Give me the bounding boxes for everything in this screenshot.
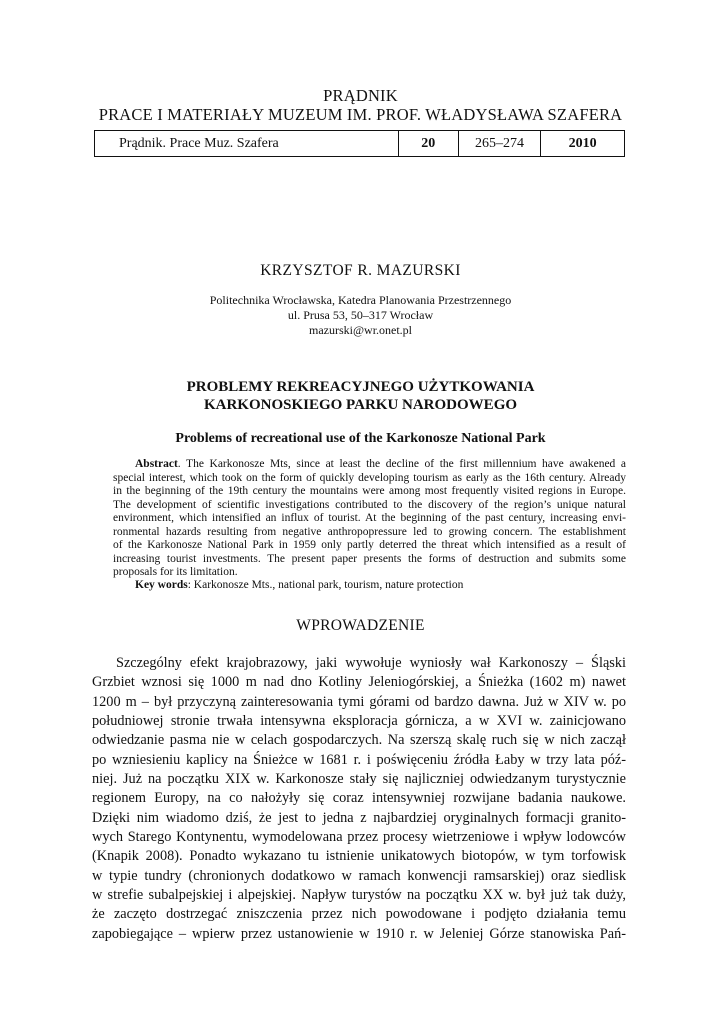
body-line: Szczególny efekt krajobrazowy, jaki wywołuje wyniosły wał Karkonoszy – Śląski	[116, 655, 626, 671]
body-line: w typie tundry (chronionych dodatkowo w ramach konwencji ramsarskiej) oraz siedlisk	[92, 867, 626, 884]
body-text	[92, 654, 626, 944]
body-line: niej. Już na początku XIX w. Karkonosze stały się najliczniej odwiedzanym turystycznie	[92, 770, 626, 787]
keywords-label: Key words	[135, 579, 188, 591]
body-line: zapobiegające – wpierw przez ustanowienie w 1910 r. w Jeleniej Górze stanowiska Pań-	[92, 925, 626, 942]
abstract-line: proposals for its limitation.	[113, 566, 238, 578]
body-line: wych Starego Kontynentu, wymodelowana przez procesy wietrzeniowe i wpływ lodowców	[92, 828, 626, 845]
abstract-line: increasing tourist investments. The present paper presents the forms of destruction and submits some	[113, 552, 626, 565]
body-line: regionem Europy, na co nałożyły się coraz intensywniej rozwijane badania naukowe.	[92, 790, 626, 807]
abstract-line: of the Karkonosze National Park in 1959 only partly deterred the threat which intensified as a result of	[113, 539, 626, 551]
body-line: odwiedzanie pasma nie w celach gospodarczych. Na szerszą skalę ruch się w nich zaczął	[92, 732, 626, 749]
affiliation-email: mazurski@wr.onet.pl	[308, 323, 413, 337]
abstract-label: Abstract	[135, 458, 178, 470]
abstract-line: environment, which intensified an influx of tourist. At the beginning of the past century, increasing envi-	[113, 512, 626, 524]
body-line: Dzięki nim wiadomo dziś, że jest to jedna z najbardziej oryginalnych formacji granito-	[92, 809, 626, 826]
section-heading: WPROWADZENIE	[296, 617, 425, 634]
abstract-line: special interest, which took on the form of quickly developing tourism as early as the 16th century. Already	[113, 471, 626, 484]
abstract-text: . The Karkonosze Mts, since at least the decline of the first millennium have awakened a	[177, 458, 626, 470]
citation-box	[94, 130, 625, 157]
body-line: (Knapik 2008). Ponadto wykazano tu istnienie unikatowych biotopów, w tym torfowisk	[92, 848, 626, 865]
journal-subtitle: PRACE I MATERIAŁY MUZEUM IM. PROF. WŁADYSŁAWA SZAFERA	[98, 105, 623, 124]
article-title-en: Problems of recreational use of the Karkonosze National Park	[175, 431, 546, 446]
affiliation-institution: Politechnika Wrocławska, Katedra Planowania Przestrzennego	[209, 293, 512, 307]
citation-pages: 265–274	[458, 131, 541, 156]
body-line: że zaczęto dostrzegać zniszczenia przez nich powodowane i podjęto działania temu	[92, 906, 626, 923]
abstract-line: The development of scientific investigations contributed to the discovery of the region’s unique natural	[113, 498, 626, 511]
abstract-line: ronmental hazards resulting from negative anthropopressure led to growing concern. The establishment	[113, 525, 626, 538]
keywords	[135, 579, 463, 591]
affiliation-address: ul. Prusa 53, 50–317 Wrocław	[287, 308, 434, 322]
journal-title: PRĄDNIK	[323, 86, 398, 105]
citation-volume: 20	[398, 131, 458, 156]
abstract-line	[113, 458, 626, 472]
abstract	[113, 458, 626, 580]
citation-year: 2010	[540, 131, 624, 156]
keywords-text: : Karkonosze Mts., national park, tourism, nature protection	[187, 579, 464, 591]
body-line: w strefie subalpejskiej i alpejskiej. Napływ turystów na początku XX w. był już tak duży,	[92, 886, 626, 903]
article-title-pl-line: KARKONOSKIEGO PARKU NARODOWEGO	[203, 397, 518, 413]
body-line: południowej stronie trwała intensywna eksploracja górnicza, a w XVI w. zainicjowano	[92, 712, 626, 729]
author-name: KRZYSZTOF R. MAZURSKI	[260, 262, 461, 279]
body-line: Grzbiet wznosi się 1000 m nad dno Kotliny Jeleniogórskiej, a Śnieżka (1602 m) nawet	[92, 674, 626, 691]
article-title-pl-line: PROBLEMY REKREACYJNEGO UŻYTKOWANIA	[186, 379, 535, 395]
abstract-line: in the beginning of the 19th century the mountains were among most frequently visited regions in Europe.	[113, 485, 626, 497]
body-line: 1200 m – był przyczyną zainteresowania tymi górami od bardzo dawna. Już w XIV w. po	[92, 693, 626, 710]
body-line: po wzniesieniu kaplicy na Śnieżce w 1681 r. i poświęceniu źródła Łaby w trzy lata póź-	[92, 751, 626, 768]
citation-journal-name: Prądnik. Prace Muz. Szafera	[119, 135, 279, 151]
